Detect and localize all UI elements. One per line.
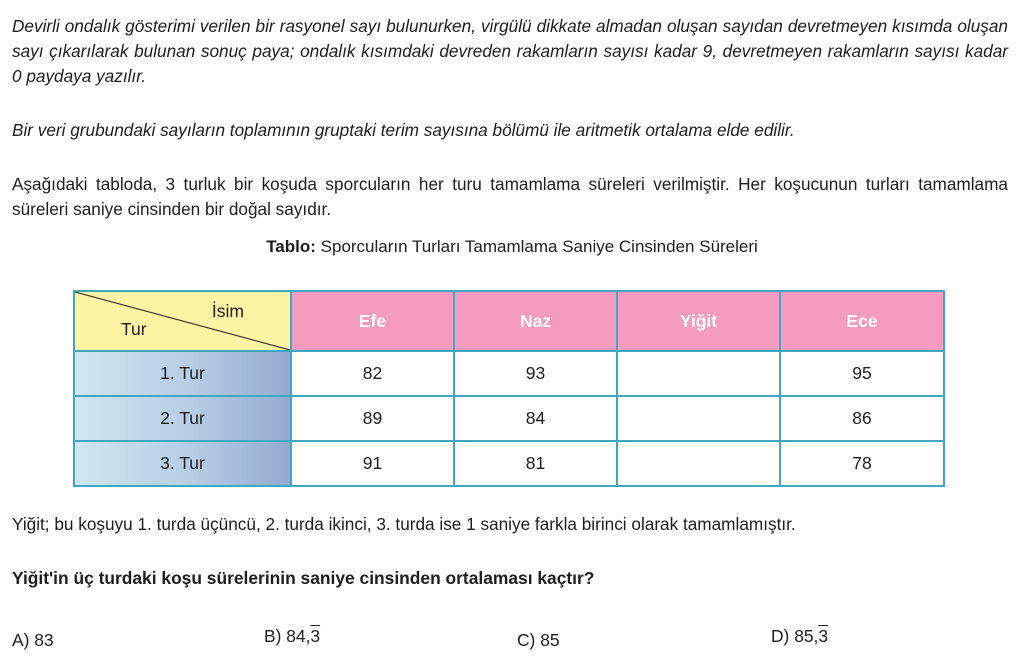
problem-intro: Aşağıdaki tabloda, 3 turluk bir koşuda sporcuların her turu tamamlama süreleri verilmiştir. Her koşucunun turları tamamlama süreleri saniye cinsinden bir doğal sayıdır. [12, 174, 1008, 219]
choice-a-value: 83 [34, 630, 54, 650]
choice-a-letter: A) [12, 630, 30, 650]
column-header-efe: Efe [291, 291, 454, 351]
choice-d[interactable] [771, 624, 828, 649]
table-caption-text: Sporcuların Turları Tamamlama Saniye Cinsinden Süreleri [315, 237, 758, 256]
table-cell: 81 [454, 441, 617, 486]
column-header-naz: Naz [454, 291, 617, 351]
table-caption-label: Tablo: [266, 237, 316, 256]
table-header-row [74, 291, 944, 351]
table-cell: 93 [454, 351, 617, 396]
choice-b-value: 84, [286, 626, 311, 646]
choice-c-letter: C) [517, 630, 536, 650]
table-cell: 84 [454, 396, 617, 441]
row-header-lap-2: 2. Tur [74, 396, 291, 441]
choice-b[interactable] [264, 624, 320, 649]
lap-times-table [73, 290, 945, 487]
column-header-ece: Ece [780, 291, 944, 351]
row-header-lap-1: 1. Tur [74, 351, 291, 396]
choice-d-letter: D) [771, 626, 790, 646]
problem-note: Yiğit; bu koşuyu 1. turda üçüncü, 2. turda ikinci, 3. turda ise 1 saniye farkla birinci olarak tamamlamıştır. [12, 514, 796, 534]
choice-d-repeating-digit: 3 [818, 626, 829, 646]
choice-a[interactable] [12, 628, 54, 653]
column-header-yigit: Yiğit [617, 291, 780, 351]
table-cell-empty [617, 441, 780, 486]
choice-b-repeating-digit: 3 [310, 626, 321, 646]
table-row [74, 441, 944, 486]
choice-d-value: 85, [794, 626, 819, 646]
table-caption [0, 236, 1024, 258]
table-cell: 91 [291, 441, 454, 486]
row-header-lap-3: 3. Tur [74, 441, 291, 486]
corner-diagonal-line [75, 292, 290, 350]
table-cell: 82 [291, 351, 454, 396]
definition-repeating-decimal: Devirli ondalık gösterimi verilen bir rasyonel sayı bulunurken, virgülü dikkate almadan oluşan sayıdan devretmeyen kısımda oluşan sayı çıkarılarak bulunan sonuç paya; ondalık kısımdaki devreden rakamların sayısı kadar 9, devretmeyen rakamların sayısı kadar 0 paydaya yazılır. [12, 16, 1008, 86]
choice-c[interactable] [517, 628, 560, 653]
table-cell: 78 [780, 441, 944, 486]
table-cell-empty [617, 396, 780, 441]
corner-label-lap: Tur [121, 319, 147, 339]
table-cell: 89 [291, 396, 454, 441]
table-row [74, 396, 944, 441]
table-cell-empty [617, 351, 780, 396]
table-cell: 95 [780, 351, 944, 396]
question-text: Yiğit'in üç turdaki koşu sürelerinin saniye cinsinden ortalaması kaçtır? [12, 568, 595, 588]
choice-b-letter: B) [264, 626, 282, 646]
table-row [74, 351, 944, 396]
table-corner-cell [74, 291, 291, 351]
table-cell: 86 [780, 396, 944, 441]
choice-c-value: 85 [540, 630, 560, 650]
corner-label-name: İsim [211, 301, 244, 321]
definition-arithmetic-mean: Bir veri grubundaki sayıların toplamının gruptaki terim sayısına bölümü ile aritmetik ortalama elde edilir. [12, 120, 795, 140]
